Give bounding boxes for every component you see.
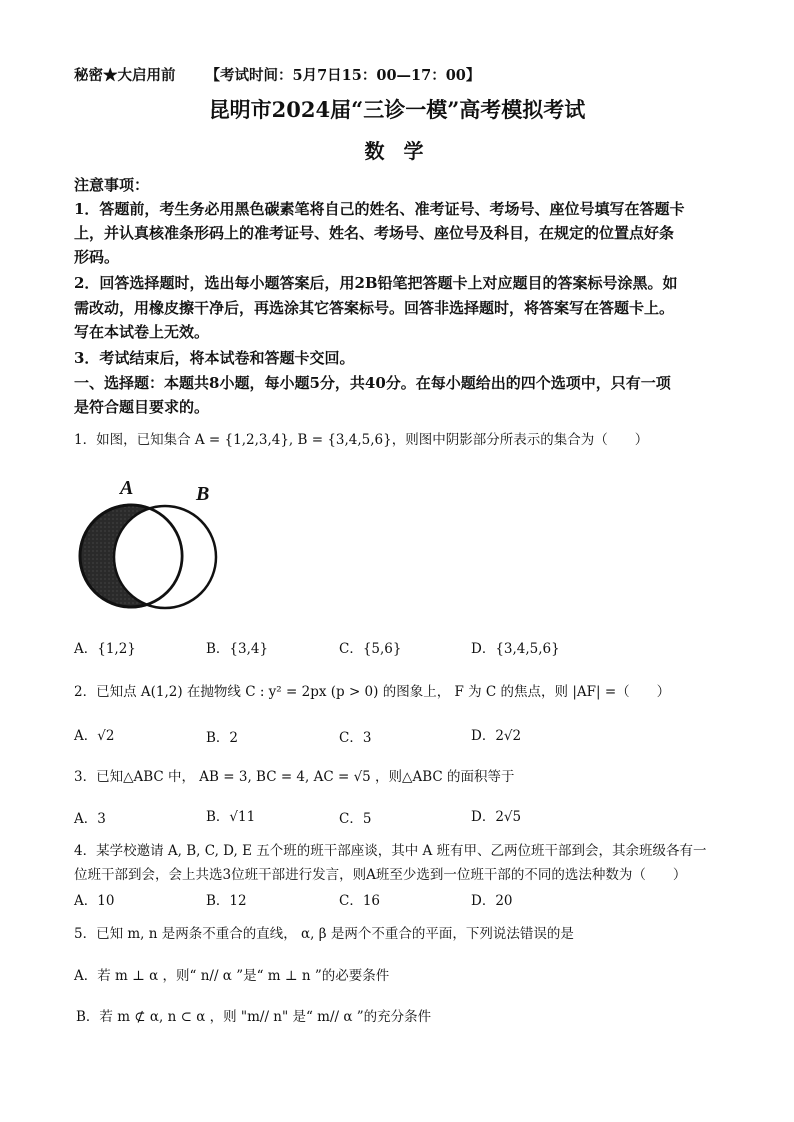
q3-option-c[interactable]: C．5 bbox=[339, 811, 372, 827]
q5-option-a[interactable]: A．若 m ⊥ α ，则“ n// α ”是“ m ⊥ n ”的必要条件 bbox=[74, 968, 390, 984]
notes-line: 形码。 bbox=[74, 248, 120, 266]
page-title: 昆明市2024届“三诊一模”高考模拟考试 bbox=[208, 97, 586, 122]
q1-option-a[interactable]: A．{1,2} bbox=[74, 641, 136, 657]
exam-header bbox=[74, 64, 480, 85]
question-2-stem: 2．已知点 A(1,2) 在抛物线 C : y² = 2px (p > 0) 的图象上， F 为 C 的焦点，则 |AF| =（ ） bbox=[74, 684, 671, 700]
subject-title: 数 学 bbox=[364, 139, 430, 163]
section-heading-cont: 是符合题目要求的。 bbox=[74, 398, 210, 416]
q3-option-a[interactable]: A．3 bbox=[74, 811, 106, 827]
q3-option-b[interactable]: B．√11 bbox=[206, 809, 256, 825]
notes-line: 需改动，用橡皮擦干净后，再选涂其它答案标号。回答非选择题时，将答案写在答题卡上。 bbox=[74, 299, 675, 317]
q2-option-c[interactable]: C．3 bbox=[339, 730, 372, 746]
venn-diagram bbox=[76, 474, 226, 618]
notes-line: 2．回答选择题时，选出每小题答案后，用2B铅笔把答题卡上对应题目的答案标号涂黑。如 bbox=[74, 274, 678, 292]
q1-option-c[interactable]: C．{5,6} bbox=[339, 641, 402, 657]
q5-option-b[interactable]: B．若 m ⊄ α, n ⊂ α ，则 "m// n" 是“ m// α ”的充分条件 bbox=[76, 1009, 432, 1025]
question-4-stem: 4．某学校邀请 A, B, C, D, E 五个班的班干部座谈，其中 A 班有甲、乙两位班干部到会，其余班级各有一 bbox=[74, 843, 707, 859]
secret-label: 秘密★大启用前 bbox=[74, 67, 176, 84]
notes-line: 写在本试卷上无效。 bbox=[74, 323, 210, 341]
question-4-stem-cont: 位班干部到会，会上共选3位班干部进行发言，则A班至少选到一位班干部的不同的选法种数为（ ） bbox=[74, 867, 687, 883]
question-3-stem: 3．已知△ABC 中， AB = 3, BC = 4, AC = √5 ，则△ABC 的面积等于 bbox=[74, 769, 515, 785]
q2-option-a[interactable]: A．√2 bbox=[74, 728, 115, 744]
exam-time: 【考试时间：5月7日15：00—17：00】 bbox=[205, 67, 481, 84]
q3-option-d[interactable]: D．2√5 bbox=[471, 809, 522, 825]
q4-option-d[interactable]: D．20 bbox=[471, 893, 513, 909]
question-5-stem: 5．已知 m, n 是两条不重合的直线， α, β 是两个不重合的平面，下列说法错误的是 bbox=[74, 926, 574, 942]
set-b-label: B bbox=[196, 483, 210, 505]
notes-line: 3．考试结束后，将本试卷和答题卡交回。 bbox=[74, 349, 355, 367]
q1-option-b[interactable]: B．{3,4} bbox=[206, 641, 269, 657]
question-1-stem: 1．如图，已知集合 A = {1,2,3,4}, B = {3,4,5,6}，则图中阴影部分所表示的集合为（ ） bbox=[74, 432, 649, 448]
notes-heading: 注意事项： bbox=[74, 176, 150, 194]
q4-option-c[interactable]: C．16 bbox=[339, 893, 381, 909]
q2-option-b[interactable]: B．2 bbox=[206, 730, 239, 746]
section-heading: 一、选择题：本题共8小题，每小题5分，共40分。在每小题给出的四个选项中，只有一项 bbox=[74, 374, 671, 392]
set-a-label: A bbox=[120, 477, 134, 499]
q1-option-d[interactable]: D．{3,4,5,6} bbox=[471, 641, 560, 657]
q4-option-b[interactable]: B．12 bbox=[206, 893, 247, 909]
notes-line: 上，并认真核准条形码上的准考证号、姓名、考场号、座位号及科目，在规定的位置点好条 bbox=[74, 224, 675, 242]
notes-line: 1．答题前，考生务必用黑色碳素笔将自己的姓名、准考证号、考场号、座位号填写在答题卡 bbox=[74, 200, 685, 218]
q4-option-a[interactable]: A．10 bbox=[74, 893, 115, 909]
q2-option-d[interactable]: D．2√2 bbox=[471, 728, 522, 744]
